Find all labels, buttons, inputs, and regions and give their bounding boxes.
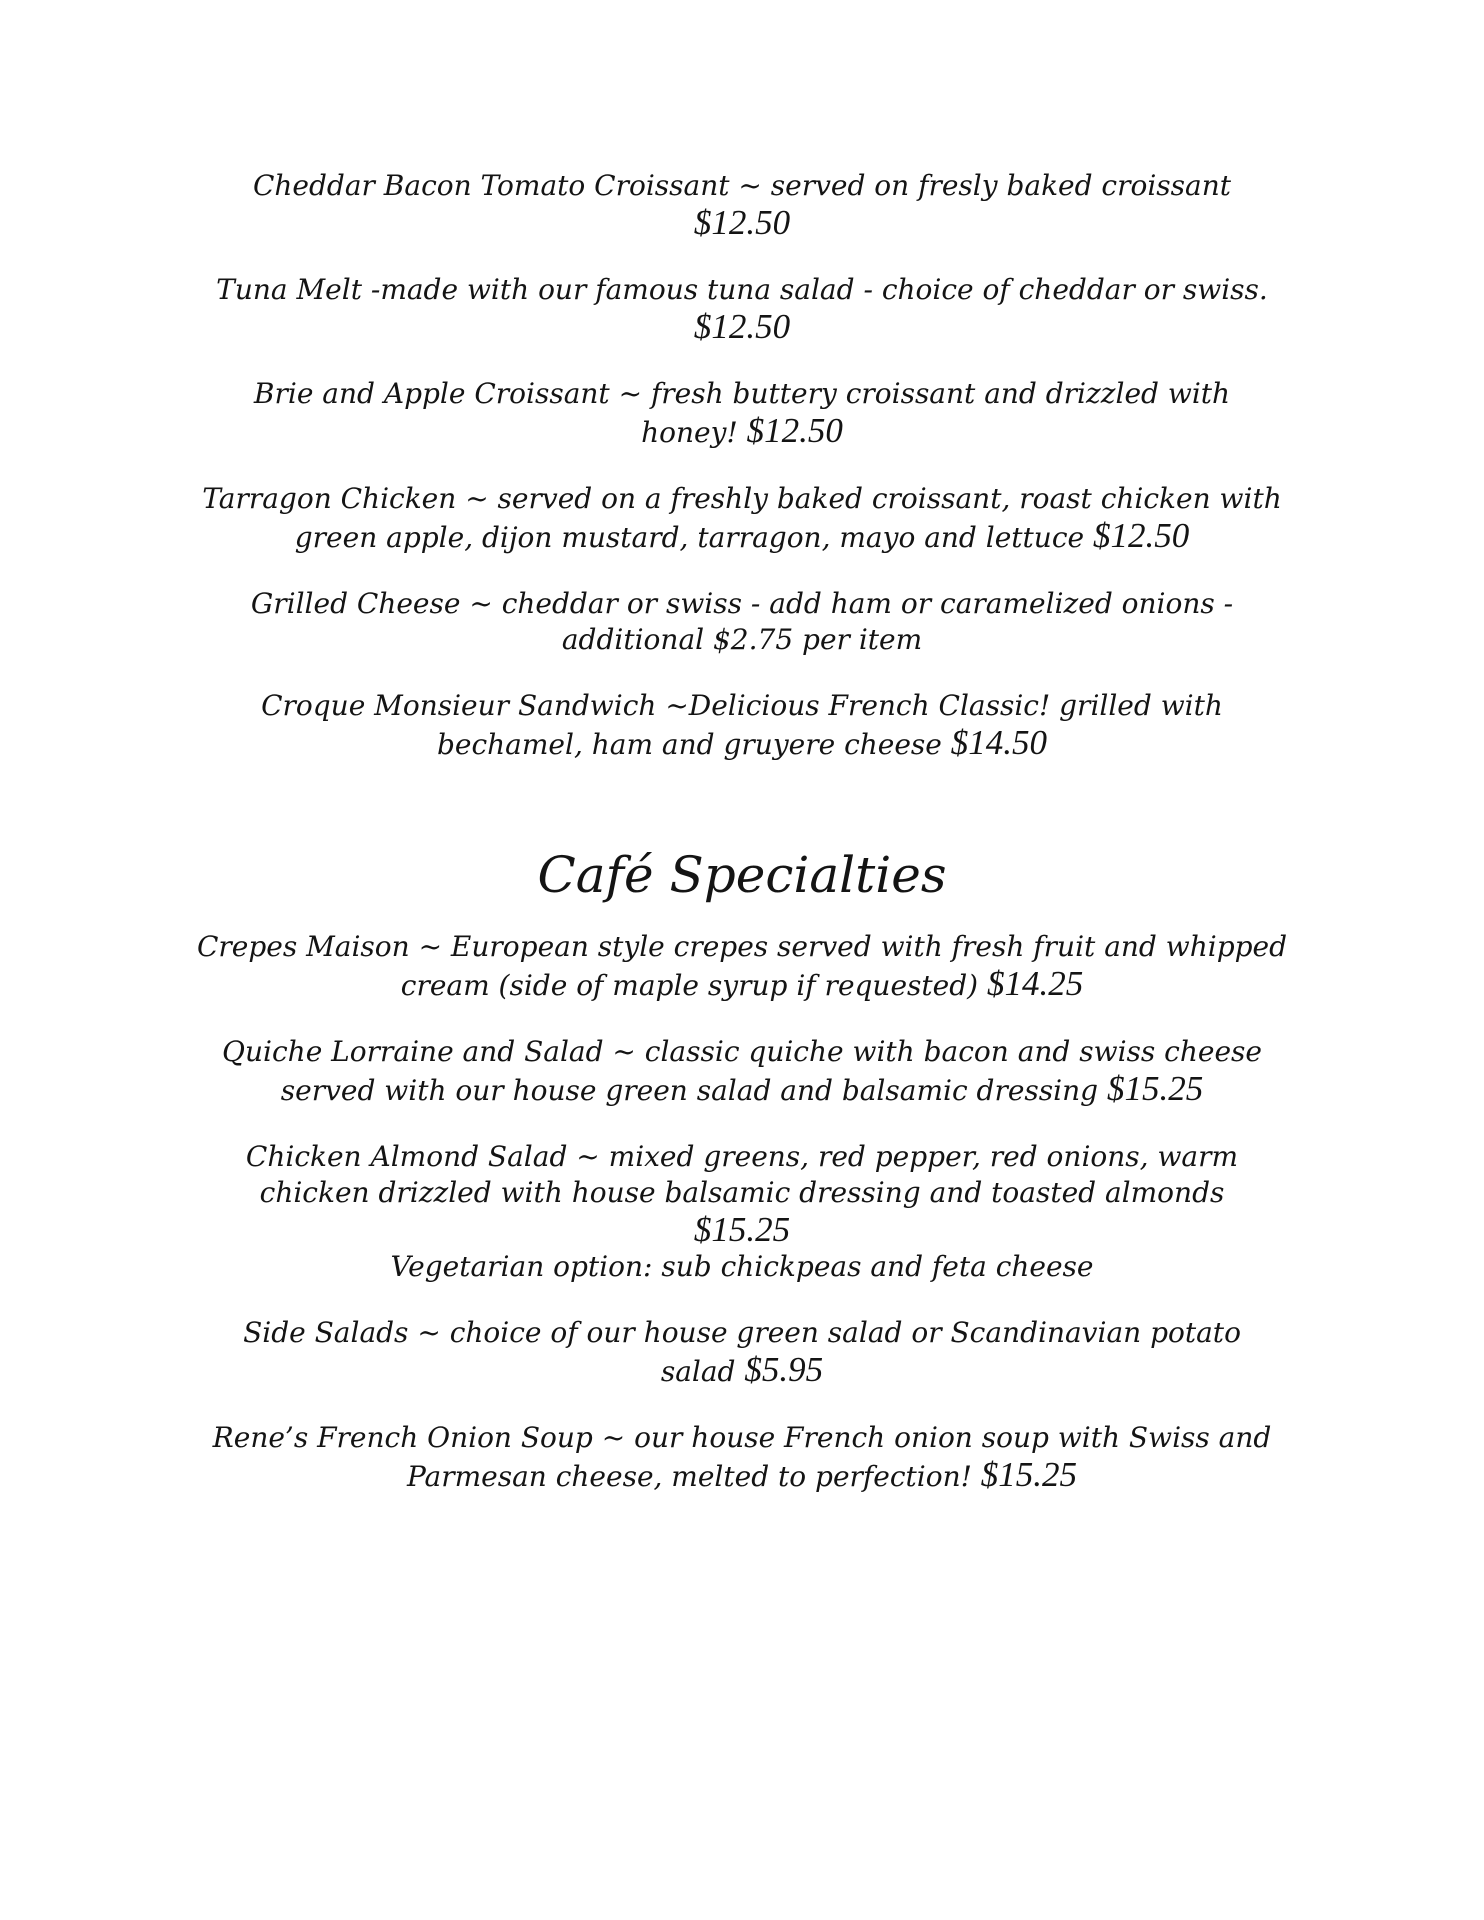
item-description-continued [162,724,1322,763]
item-description: Rene’s French Onion Soup ~ our house French onion soup with Swiss and [212,1421,1272,1454]
item-description-tail: bechamel, ham and gruyere cheese [436,728,942,761]
section-title-cafe-specialties: Café Specialties [537,846,947,904]
item-price: $14.50 [950,723,1048,762]
menu-item-brie-apple-croissant [162,376,1322,451]
menu-item-crepes-maison [162,929,1322,1004]
item-description: Cheddar Bacon Tomato Croissant ~ served on fresly baked croissant [252,169,1232,202]
item-description-continued [162,1070,1322,1109]
item-vegetarian-note: Vegetarian option: sub chickpeas and feta cheese [390,1250,1094,1283]
item-description-tail: served with our house green salad and balsamic dressing [280,1074,1099,1107]
section-spacer [0,793,1484,845]
item-description-tail: salad [660,1355,736,1388]
menu-item-french-onion-soup [162,1420,1322,1495]
item-description: Tuna Melt -made with our famous tuna salad - choice of cheddar or swiss. [216,273,1268,306]
item-price: $12.50 [1092,516,1190,555]
menu-item-tarragon-chicken [162,481,1322,556]
item-price: $15.25 [1106,1069,1204,1108]
item-price: $12.50 [746,411,843,450]
item-description: Crepes Maison ~ European style crepes served with fresh fruit and whipped [196,930,1288,963]
menu-item-side-salads [162,1315,1322,1390]
menu-item-quiche-lorraine-salad [162,1034,1322,1109]
item-description-tail: green apple, dijon mustard, tarragon, mayo and lettuce [294,521,1085,554]
menu-item-cheddar-bacon-tomato-croissant [162,168,1322,242]
item-description-continued [162,965,1322,1004]
menu-item-croque-monsieur [162,688,1322,763]
item-price: $12.50 [693,307,791,346]
item-description-continued [162,517,1322,556]
item-description: Side Salads ~ choice of our house green salad or Scandinavian potato [243,1316,1241,1349]
item-price: $12.50 [693,203,791,242]
item-description-continued [162,1351,1322,1390]
item-description-continued [162,412,1322,451]
menu-item-grilled-cheese [162,586,1322,658]
item-description-tail: Parmesan cheese, melted to perfection! [406,1460,972,1493]
menu-item-tuna-melt [162,272,1322,346]
item-description-continued: chicken drizzled with house balsamic dressing and toasted almonds [259,1176,1225,1209]
item-description: Tarragon Chicken ~ served on a freshly baked croissant, roast chicken with [202,482,1282,515]
item-description: Chicken Almond Salad ~ mixed greens, red pepper, red onions, warm [245,1140,1239,1173]
item-price: $15.25 [693,1210,791,1249]
item-price: $15.25 [980,1455,1078,1494]
item-description-continued [162,1456,1322,1495]
item-price: $14.25 [986,964,1084,1003]
item-description: Grilled Cheese ~ cheddar or swiss - add ham or caramelized onions - [250,587,1234,620]
item-description: Quiche Lorraine and Salad ~ classic quiche with bacon and swiss cheese [222,1035,1262,1068]
item-description-tail: cream (side of maple syrup if requested) [400,969,979,1002]
menu-item-chicken-almond-salad [162,1139,1322,1285]
menu-page [0,168,1484,1525]
item-price: $5.95 [744,1350,824,1389]
item-description-tail: honey! [641,416,738,449]
item-description: Croque Monsieur Sandwich ~Delicious French Classic! grilled with [261,689,1223,722]
item-description-continued: additional $2.75 per item [561,623,923,656]
item-description: Brie and Apple Croissant ~ fresh buttery croissant and drizzled with [253,377,1231,410]
